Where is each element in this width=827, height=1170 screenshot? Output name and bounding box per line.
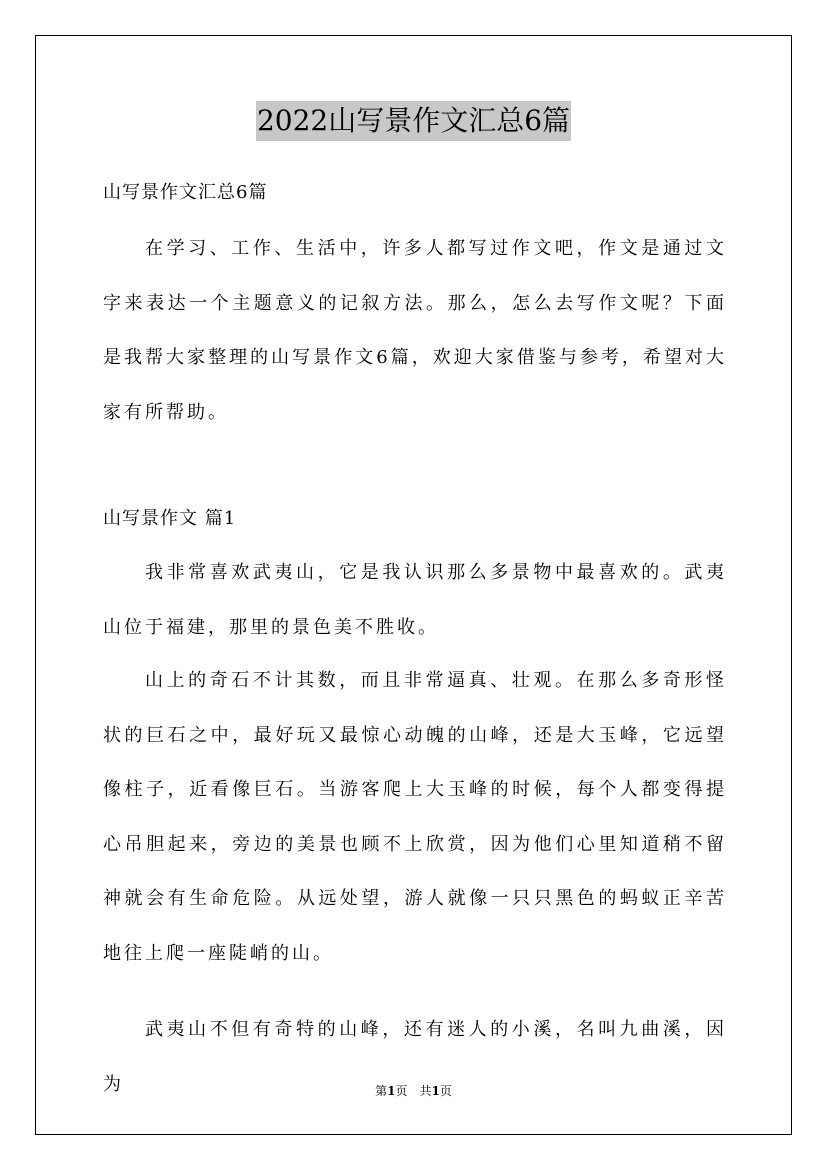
document-subtitle: 山写景作文汇总6篇 (103, 182, 268, 203)
footer-prefix: 第 (375, 1084, 388, 1098)
footer-suffix: 页 (439, 1084, 452, 1098)
intro-paragraph: 在学习、工作、生活中，许多人都写过作文吧，作文是通过文字来表达一个主题意义的记叙方法。那么，怎么去写作文呢？下面是我帮大家整理的山写景作文6篇，欢迎大家借鉴与参考，希望对大家有所帮助。 (103, 238, 727, 423)
body-paragraph-3: 武夷山不但有奇特的山峰，还有迷人的小溪，名叫九曲溪，因为 (103, 1019, 727, 1095)
footer-mid: 页 共 (395, 1084, 432, 1098)
body-paragraph-1: 我非常喜欢武夷山，它是我认识那么多景物中最喜欢的。武夷山位于福建，那里的景色美不胜收。 (103, 562, 727, 638)
document-title-text: 2022山写景作文汇总6篇 (256, 101, 571, 141)
document-title (0, 101, 827, 141)
page-footer (0, 1083, 827, 1099)
footer-current-page: 1 (387, 1084, 396, 1098)
footer-total-pages: 1 (431, 1084, 440, 1098)
section-heading-1: 山写景作文 篇1 (103, 508, 237, 529)
body-paragraph-2: 山上的奇石不计其数，而且非常逼真、壮观。在那么多奇形怪状的巨石之中，最好玩又最惊心动魄的山峰，还是大玉峰，它远望像柱子，近看像巨石。当游客爬上大玉峰的时候，每个人都变得提心吊胆起来，旁边的美景也顾不上欣赏，因为他们心里知道稍不留神就会有生命危险。从远处望，游人就像一只只黑色的蚂蚁正辛苦地往上爬一座陡峭的山。 (103, 670, 727, 964)
